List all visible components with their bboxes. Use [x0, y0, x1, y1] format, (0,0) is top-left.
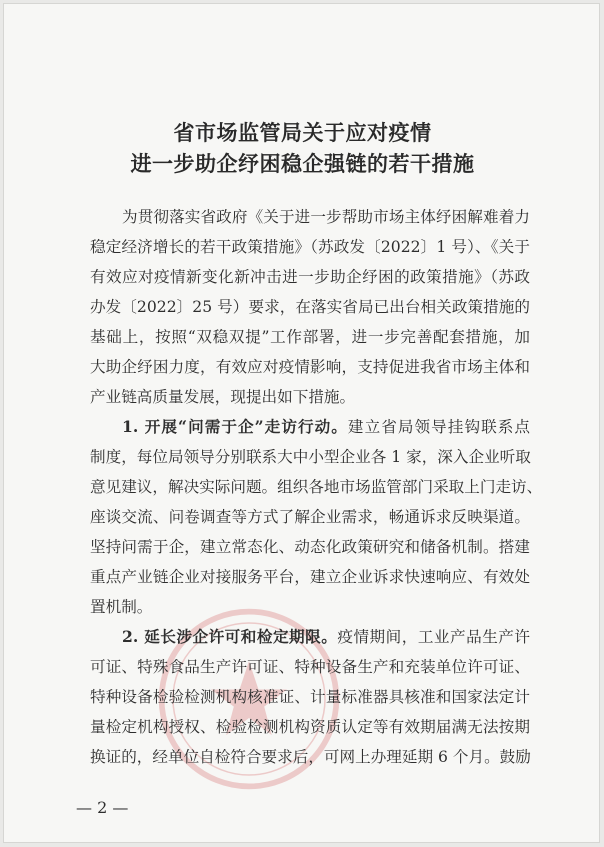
item-1-heading: 1. 开展“问需于企”走访行动。 [122, 417, 348, 436]
item-1-line: 座谈交流、问卷调查等方式了解企业需求，畅通诉求反映渠道。 [90, 508, 530, 526]
item-2-line: 可证、特殊食品生产许可证、特种设备生产和充装单位许可证、 [90, 658, 530, 676]
document-page [3, 3, 600, 843]
intro-paragraph-line: 稳定经济增长的若干政策措施》（苏政发〔2022〕1 号）、《关于 [90, 238, 530, 256]
item-2-heading: 2. 延长涉企许可和检定期限。 [122, 627, 338, 646]
item-2-first-line-text: 疫情期间，工业产品生产许 [337, 628, 530, 646]
intro-paragraph-line: 为贯彻落实省政府《关于进一步帮助市场主体纾困解难着力 [122, 208, 530, 226]
item-2-line: 特种设备检验检测机构核准证、计量标准器具核准和国家法定计 [90, 688, 530, 706]
item-1-line: 意见建议，解决实际问题。组织各地市场监管部门采取上门走访、 [90, 478, 543, 496]
intro-paragraph-line: 有效应对疫情新变化新冲击进一步助企纾困的政策措施》（苏政 [90, 268, 530, 286]
item-2-first-line [122, 627, 530, 647]
item-2-line: 换证的，经单位自检符合要求后，可网上办理延期 6 个月。鼓励 [90, 748, 531, 766]
item-1-first-line-text: 建立省局领导挂钩联系点 [347, 418, 530, 436]
document-title-line-1: 省市场监管局关于应对疫情 [173, 120, 432, 145]
item-1-first-line [122, 417, 530, 437]
intro-paragraph-line: 大助企纾困力度，有效应对疫情影响，支持促进我省市场主体和 [90, 358, 530, 376]
document-title-line-2: 进一步助企纾困稳企强链的若干措施 [130, 151, 475, 176]
intro-paragraph-line: 基础上，按照“双稳双提”工作部署，进一步完善配套措施，加 [90, 328, 530, 346]
page-number: — 2 — [76, 798, 129, 817]
intro-paragraph-line: 产业链高质量发展，现提出如下措施。 [90, 388, 356, 406]
item-1-line: 置机制。 [90, 598, 153, 616]
item-2-line: 量检定机构授权、检验检测机构资质认定等有效期届满无法按期 [90, 718, 530, 736]
item-1-line: 重点产业链企业对接服务平台，建立企业诉求快速响应、有效处 [90, 568, 530, 586]
item-1-line: 坚持问需于企，建立常态化、动态化政策研究和储备机制。搭建 [90, 538, 530, 556]
intro-paragraph-line: 办发〔2022〕25 号）要求，在落实省局已出台相关政策措施的 [90, 298, 530, 316]
item-1-line: 制度，每位局领导分别联系大中小型企业各 1 家，深入企业听取 [90, 448, 531, 466]
